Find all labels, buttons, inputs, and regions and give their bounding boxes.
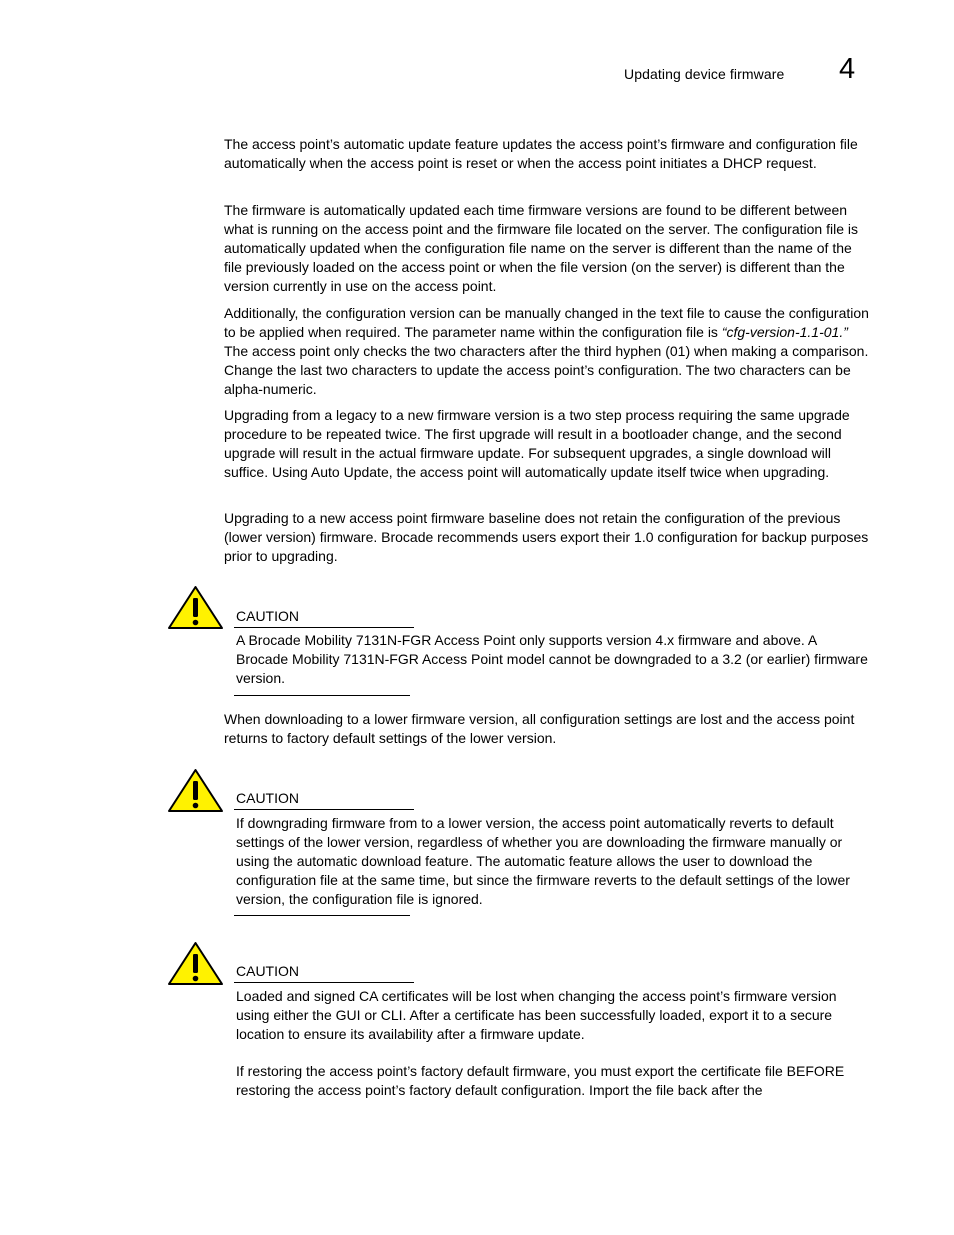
- caution-divider: [234, 982, 414, 983]
- paragraph-downgrade-settings: When downloading to a lower firmware version, all configuration settings are lost and the access point returns to factory default settings of the lower version.: [224, 711, 855, 746]
- running-header-title: Updating device firmware: [624, 66, 785, 82]
- warning-triangle-icon: [167, 585, 224, 630]
- caution-text-continued: If restoring the access point’s factory default firmware, you must export the certificate file BEFORE restoring the access point’s factory default configuration. Import the file back after the: [236, 1063, 845, 1098]
- caution-divider: [234, 809, 414, 810]
- warning-triangle-icon: [167, 941, 224, 986]
- paragraph-auto-update: The access point’s automatic update feature updates the access point’s firmware and configuration file automatically when the access point is reset or when the access point initiates a DHCP request.: [224, 136, 858, 171]
- paragraph-baseline-upgrade: Upgrading to a new access point firmware baseline does not retain the configuration of the previous (lower version) firmware. Brocade recommends users export their 1.0 configuration for backup purposes prior to upgrading.: [224, 510, 869, 564]
- caution-text: If downgrading firmware from to a lower version, the access point automatically reverts to default settings of the lower version, regardless of whether you are downloading the firmware manually or using the automatic download feature. The automatic feature allows the user to download the configuration file at the same time, but since the firmware reverts to the default settings of the lower version, the configuration file is ignored.: [236, 815, 850, 907]
- caution-label: CAUTION: [236, 790, 299, 806]
- caution-label: CAUTION: [236, 608, 299, 624]
- paragraph-legacy-upgrade: Upgrading from a legacy to a new firmware version is a two step process requiring the same upgrade procedure to be repeated twice. The first upgrade will result in a bootloader change, and the second upgrade will result in the actual firmware update. For subsequent upgrades, a single download will suffice. Using Auto Update, the access point will automatically update itself twice when upgrading.: [224, 407, 850, 480]
- caution-label: CAUTION: [236, 963, 299, 979]
- chapter-number: 4: [839, 53, 856, 85]
- warning-triangle-icon: [167, 768, 224, 813]
- config-version-text-after: The access point only checks the two characters after the third hyphen (01) when making a comparison. Change the last two characters to update the access point’s configuration. The two characters can be alpha-numeric.: [224, 343, 869, 397]
- caution-divider: [234, 915, 410, 916]
- caution-divider: [234, 627, 414, 628]
- paragraph-config-version: [224, 304, 870, 399]
- paragraph-firmware-update: The firmware is automatically updated each time firmware versions are found to be different between what is running on the access point and the firmware file located on the server. The configuration file is automatically updated when the configuration file name on the server is different than the name of the file previously loaded on the access point or when the file version (on the server) is different than the version currently in use on the access point.: [224, 202, 858, 294]
- config-version-parameter: “cfg-version-1.1-01.”: [721, 324, 848, 340]
- caution-text: A Brocade Mobility 7131N-FGR Access Point only supports version 4.x firmware and above. A Brocade Mobility 7131N-FGR Access Point model cannot be downgraded to a 3.2 (or earlier) firmware version.: [236, 632, 868, 686]
- caution-divider: [234, 695, 410, 696]
- config-version-text-before: Additionally, the configuration version can be manually changed in the text file to cause the configuration to be applied when required. The parameter name within the configuration file is: [224, 305, 869, 340]
- caution-text: Loaded and signed CA certificates will be lost when changing the access point’s firmware version using either the GUI or CLI. After a certificate has been successfully loaded, export it to a secure location to ensure its availability after a firmware update.: [236, 988, 837, 1042]
